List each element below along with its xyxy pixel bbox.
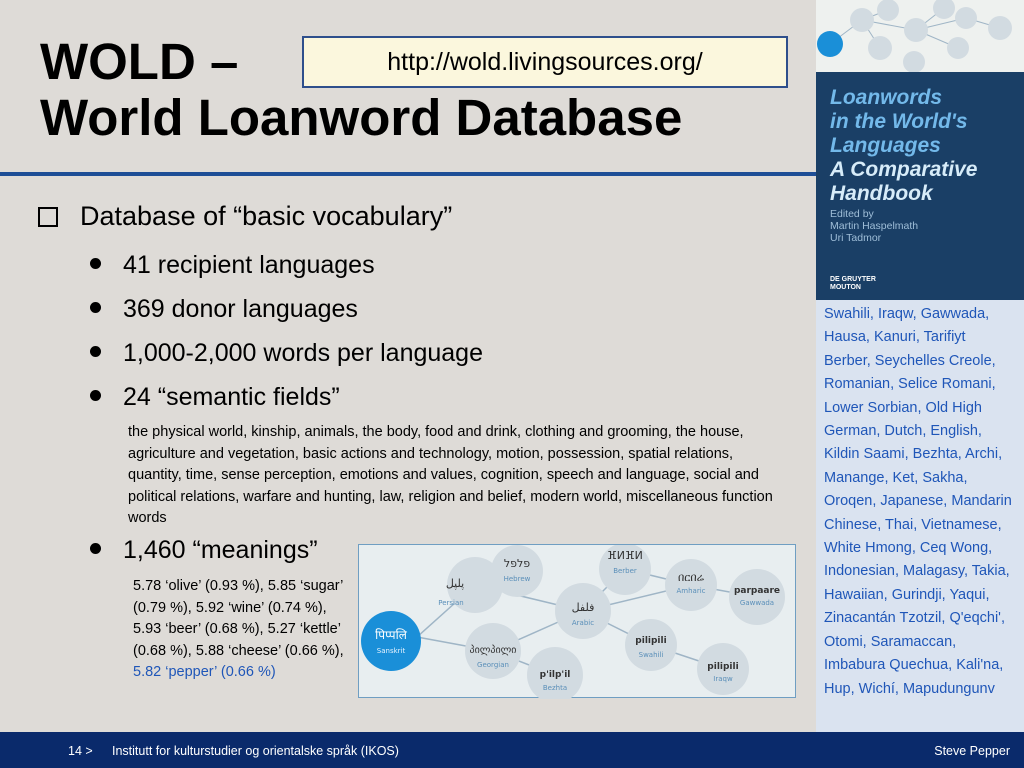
book-publisher-line: DE GRUYTER xyxy=(830,276,876,283)
recipient-languages-list: Swahili, Iraqw, Gawwada, Hausa, Kanuri, Tarifiyt Berber, Seychelles Creole, Romanian, Selice Romani, Lower Sorbian, Old High German, Dutch, English, Kildin Saami, Bezhta, Archi, Manange, Ket, Sakha, Oroqen, Japanese, Mandarin Chinese, Thai, Vietnamese, White Hmong, Ceq Wong, Indonesian, Malagasy, Takia, Hawaiian, Gurindji, Yaqui, Zinacantán Tzotzil, Q'eqchi', Otomi, Saramaccan, Imbabura Quechua, Kali'na, Hup, Wichí, Mapudungunv xyxy=(816,300,1024,732)
title-line-1: WOLD – xyxy=(40,33,239,90)
book-edited-by: Edited by xyxy=(830,208,874,220)
book-network-graphic xyxy=(816,0,1024,72)
node-lang-hebrew: Hebrew xyxy=(503,575,531,583)
meanings-highlight: 5.82 ‘pepper’ (0.66 %) xyxy=(133,664,276,680)
sub-bullet xyxy=(90,338,483,368)
book-cover xyxy=(816,0,1024,300)
node-word-berber: ⴼⵍⴼⵍ xyxy=(607,549,643,562)
node-lang-iraqw: Iraqw xyxy=(713,675,733,683)
book-editor: Uri Tadmor xyxy=(830,232,882,244)
slide-footer xyxy=(0,732,1024,768)
title-divider xyxy=(0,172,816,176)
sub-bullet xyxy=(90,535,318,565)
main-bullet xyxy=(38,200,452,232)
node-word-hebrew: פלפל xyxy=(503,557,531,570)
node-word-bezhta: p'ilp'il xyxy=(539,670,571,680)
author-name: Steve Pepper xyxy=(934,744,1010,758)
book-editor: Martin Haspelmath xyxy=(830,220,919,232)
institute-name: Institutt for kulturstudier og orientalske språk (IKOS) xyxy=(112,744,399,758)
book-cover-graphic-band xyxy=(816,0,1024,72)
semantic-fields-list: the physical world, kinship, animals, the body, food and drink, clothing and grooming, the house, agriculture and vegetation, basic actions and technology, motion, possession, spatial relations, quantity, time, sense perception, emotions and values, cognition, speech and language, social and political relations, warfare and hunting, law, religion and belief, modern world, miscellaneous function words xyxy=(128,424,773,526)
node-word-iraqw: pilipili xyxy=(707,662,739,672)
node-word-amharic: በርበሬ xyxy=(677,571,705,584)
node-lang-gawwada: Gawwada xyxy=(739,599,775,607)
node-lang-amharic: Amharic xyxy=(676,587,706,595)
book-subtitle-line: Handbook xyxy=(830,182,933,205)
bullet-dot-icon xyxy=(90,302,101,313)
sub-bullet-text: 1,000-2,000 words per language xyxy=(123,339,483,367)
page-number: 14 > xyxy=(68,744,93,758)
node-word-sanskrit: पिप्पलि xyxy=(375,628,407,642)
node-lang-bezhta: Bezhta xyxy=(542,684,568,692)
bullet-dot-icon xyxy=(90,346,101,357)
sub-bullet-text: 369 donor languages xyxy=(123,295,358,323)
book-subtitle-line: A Comparative xyxy=(830,158,978,181)
sub-bullet-text: 41 recipient languages xyxy=(123,251,375,279)
node-word-persian: پلپل xyxy=(445,577,465,590)
main-bullet-text: Database of “basic vocabulary” xyxy=(80,201,453,231)
book-title-line: Loanwords xyxy=(830,86,943,109)
node-lang-arabic: Arabic xyxy=(571,619,595,627)
book-title-line: in the World's xyxy=(830,110,968,133)
meanings-examples-text: 5.78 ‘olive’ (0.93 %), 5.85 ‘sugar’ (0.79 %), 5.92 ‘wine’ (0.74 %), 5.93 ‘beer’ (0.68 %), 5.27 ‘kettle’ (0.68 %), 5.88 ‘cheese’ (0.66 %), xyxy=(133,578,344,659)
node-lang-persian: Persian xyxy=(438,599,464,607)
url-link[interactable]: http://wold.livingsources.org/ xyxy=(302,36,788,88)
sub-bullet xyxy=(90,294,358,324)
book-editors xyxy=(830,208,918,244)
book-title xyxy=(830,86,977,206)
node-lang-georgian: Georgian xyxy=(477,661,509,669)
bullet-dot-icon xyxy=(90,258,101,269)
bullet-dot-icon xyxy=(90,543,101,554)
node-word-gawwada: parpaare xyxy=(733,586,781,596)
bullet-dot-icon xyxy=(90,390,101,401)
meanings-examples xyxy=(133,576,353,684)
sub-bullet xyxy=(90,382,340,412)
node-lang-berber: Berber xyxy=(613,567,637,575)
book-publisher xyxy=(830,276,876,292)
book-title-line: Languages xyxy=(830,134,941,157)
pepper-loan-diagram xyxy=(358,544,796,698)
node-word-georgian: პილპილი xyxy=(469,645,517,656)
sub-bullet-text: 1,460 “meanings” xyxy=(123,536,318,564)
node-word-swahili: pilipili xyxy=(635,636,667,646)
sub-bullet-text: 24 “semantic fields” xyxy=(123,383,340,411)
checkbox-bullet-icon xyxy=(38,207,58,227)
book-publisher-line: MOUTON xyxy=(830,284,861,291)
sub-bullet xyxy=(90,250,375,280)
node-word-arabic: فلفل xyxy=(571,601,595,614)
node-lang-sanskrit: Sanskrit xyxy=(376,647,406,655)
node-lang-swahili: Swahili xyxy=(638,651,664,659)
diagram-svg xyxy=(359,545,797,699)
title-line-2: World Loanword Database xyxy=(40,89,683,146)
